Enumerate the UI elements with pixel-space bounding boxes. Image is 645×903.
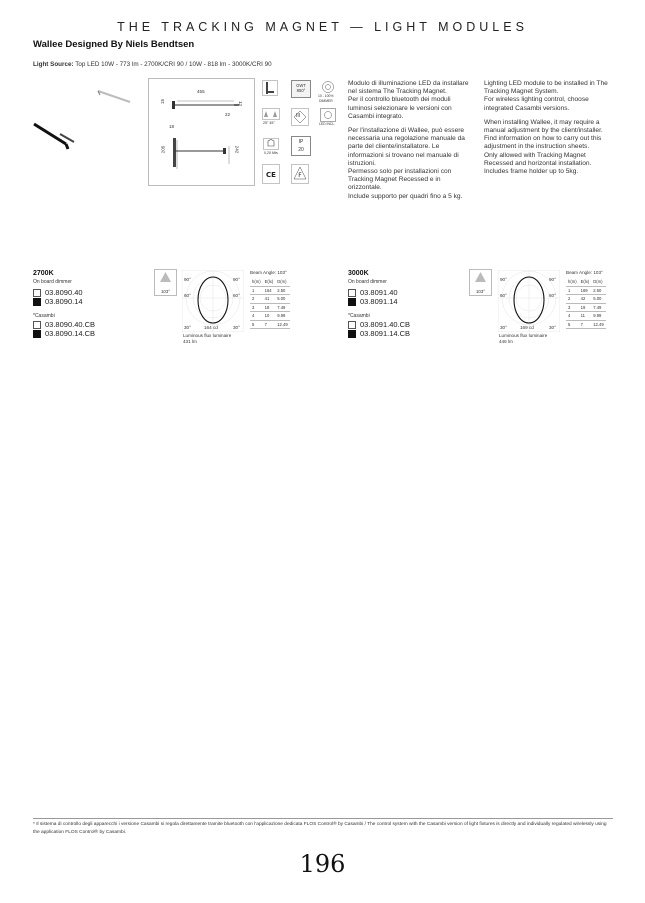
table-row xyxy=(566,286,606,295)
product-block-3000k xyxy=(348,270,468,338)
cell: 4 xyxy=(250,312,263,321)
mount-icon xyxy=(262,80,278,96)
cell: 10 xyxy=(263,312,276,321)
table-row xyxy=(566,295,606,304)
light-source-line xyxy=(33,61,272,68)
table-header-row xyxy=(566,278,606,286)
technical-drawing xyxy=(148,78,255,186)
beam-title: Beam Angle: xyxy=(250,270,277,275)
dim-18: 18 xyxy=(169,124,175,129)
beam-badge-2700k xyxy=(154,269,177,296)
illuminance-table-2700k xyxy=(250,270,296,329)
product-subtitle: Wallee Designed By Niels Bendtsen xyxy=(33,39,195,50)
led-icon xyxy=(320,108,336,122)
casambi-label: *Casambi xyxy=(33,313,55,320)
beam-table xyxy=(566,278,606,329)
svg-text:CE: CE xyxy=(266,171,276,179)
product-temp: 2700K xyxy=(33,270,54,277)
product-block-2700k xyxy=(33,270,153,338)
illuminance-table-3000k xyxy=(566,270,612,329)
flux-value: 431 lm xyxy=(183,339,197,344)
beam-angle-icon xyxy=(262,108,280,120)
cb-code-white: 03.8091.40.CB xyxy=(360,320,411,330)
desc-en-p2: When installing Wallee, it may require a manual adjustment by the client/installer. Find information on how to carry out this adjustment in the instruction sheets. xyxy=(484,118,603,151)
col-h: h(m) xyxy=(252,279,261,285)
page-number: 196 xyxy=(299,850,346,878)
ip-label: IP xyxy=(298,139,304,145)
polar-90-left: 90° xyxy=(184,277,191,282)
polar-cd: 164 cd xyxy=(204,325,218,330)
table-row xyxy=(250,312,290,321)
dimension-drawing xyxy=(149,79,254,185)
ip-badge xyxy=(291,136,311,156)
cell: 5 xyxy=(566,320,579,329)
cell: 5 xyxy=(250,320,263,329)
desc-it-p3: Permesso solo per installazioni con Tracking Magnet Recessed e in orizzontale. xyxy=(348,168,452,192)
cell: 2.50 xyxy=(591,286,605,295)
page-title: THE TRACKING MAGNET — LIGHT MODULES xyxy=(117,20,528,34)
table-row xyxy=(250,303,290,312)
product-dimmer: On board dimmer xyxy=(348,279,387,285)
col-h: h(m) xyxy=(568,279,577,285)
cell: 5.00 xyxy=(275,295,289,304)
cell: 1 xyxy=(566,286,579,295)
cb-code-white: 03.8090.40.CB xyxy=(45,320,96,330)
code-white: 03.8091.40 xyxy=(360,288,398,297)
light-source-label: Light Source: xyxy=(33,61,74,68)
table-row xyxy=(250,295,290,304)
desc-en-p1: Lighting LED module to be installed in The Tracking Magnet System. xyxy=(484,80,608,96)
footnote: * Il sistema di controllo degli apparecchi i versione Casambi si regola direttamente tramite bluetooth con l'applicazione dedicata FLOS Control® by Casambi / The control system with the Casambi version of light fixtures is directly and individually regulated wirelessly using the application FLOS Control® by Casambi. xyxy=(33,818,613,837)
light-source-text: Top LED 10W - 773 lm - 2700K/CRI 90 / 10W - 818 lm - 3000K/CRI 90 xyxy=(73,61,272,68)
cell: 9.99 xyxy=(275,312,289,321)
cell: 11 xyxy=(579,312,592,321)
desc-it-p4: Include supporto per quadri fino a 5 kg. xyxy=(348,192,463,200)
f-mark-icon xyxy=(291,164,309,184)
beam-badge-value: 103° xyxy=(160,289,171,294)
black-finish-swatch xyxy=(33,298,41,306)
beam-cone-icon xyxy=(155,270,176,284)
code-black: 03.8091.14 xyxy=(360,297,398,307)
table-row xyxy=(566,303,606,312)
col-d: D(m) xyxy=(275,278,289,286)
product-dimmer: On board dimmer xyxy=(33,279,72,285)
dimmer-icon xyxy=(320,80,336,94)
led-label: LED INCL. xyxy=(319,122,336,126)
polar-30-right: 30° xyxy=(549,325,556,330)
white-finish-swatch xyxy=(33,289,41,297)
table-row xyxy=(566,320,606,329)
desc-en-p3: Only allowed with Tracking Magnet Recessed and horizontal installation. xyxy=(484,151,592,167)
gwt-label: GWT 850° xyxy=(296,83,306,93)
cell: 2.50 xyxy=(275,286,289,295)
flux-value: 446 lm xyxy=(499,339,513,344)
table-row xyxy=(250,286,290,295)
polar-30-left: 30° xyxy=(500,325,507,330)
ce-mark-icon xyxy=(262,164,280,184)
dim-width: 455 xyxy=(197,89,205,94)
code-black: 03.8090.14 xyxy=(45,297,83,307)
black-finish-swatch xyxy=(348,330,356,338)
cell: 9.99 xyxy=(591,312,605,321)
table-row xyxy=(566,312,606,321)
description-italian xyxy=(348,80,476,201)
polar-90-right: 90° xyxy=(549,277,556,282)
cell: 42 xyxy=(579,295,592,304)
white-finish-swatch xyxy=(348,321,356,329)
angles-label: 25° 45° xyxy=(263,121,275,125)
dim-12: 12 xyxy=(238,100,244,107)
cell: 12.49 xyxy=(277,321,288,327)
beam-title: Beam Angle: xyxy=(566,270,593,275)
desc-it-p2: Per l'installazione di Wallee, può essere necessaria una regolazione manuale da parte del cliente/installatore. Le informazioni si trovano nel manuale di istruzioni. xyxy=(348,127,465,167)
desc-it-p1b: Per il controllo bluetooth dei moduli luminosi selezionare le versioni con Casambi integrato. xyxy=(348,96,452,120)
desc-en-p1b: For wireless lighting control, choose integrated Casambi versions. xyxy=(484,96,589,112)
product-temp: 3000K xyxy=(348,270,369,277)
table-row xyxy=(250,320,290,329)
dim-205: 205 xyxy=(160,145,166,154)
polar-90-right: 90° xyxy=(233,277,240,282)
polar-60-right: 60° xyxy=(233,293,240,298)
beam-value: 103° xyxy=(593,270,603,275)
description-english xyxy=(484,80,614,176)
polar-60-right: 60° xyxy=(549,293,556,298)
polar-30-right: 30° xyxy=(233,325,240,330)
col-e: E(lx) xyxy=(580,279,590,285)
gwt-badge xyxy=(291,80,311,98)
cell: 41 xyxy=(263,295,276,304)
class-label: III xyxy=(296,113,301,119)
cell: 2 xyxy=(566,295,579,304)
white-finish-swatch xyxy=(33,321,41,329)
cell: 19 xyxy=(579,303,592,312)
dimmer-range: 10 - 100% xyxy=(318,94,334,98)
col-d: D(m) xyxy=(591,278,605,286)
casambi-label: *Casambi xyxy=(348,313,370,320)
cb-code-black: 03.8090.14.CB xyxy=(45,329,96,339)
flux-label: Luminous flux luminaire xyxy=(183,333,232,338)
dim-15: 15 xyxy=(160,98,166,105)
beam-badge-3000k xyxy=(469,269,492,296)
col-e: E(lx) xyxy=(264,279,274,285)
ip-value: 20 xyxy=(298,147,304,153)
distance-label: 0,20 Mts xyxy=(264,151,278,155)
dimmer-label: DIMMER xyxy=(319,99,333,103)
cell: 7 xyxy=(263,320,276,329)
desc-en-p4: Includes frame holder up to 5kg. xyxy=(484,168,579,176)
dim-242: 242 xyxy=(234,145,240,154)
polar-cd: 169 cd xyxy=(520,325,534,330)
cell: 1 xyxy=(250,286,263,295)
polar-60-left: 60° xyxy=(184,293,191,298)
cell: 5.00 xyxy=(591,295,605,304)
table-header-row xyxy=(250,278,290,286)
cell: 18 xyxy=(263,303,276,312)
beam-value: 103° xyxy=(277,270,287,275)
beam-cone-icon xyxy=(470,270,491,284)
distance-icon xyxy=(263,138,279,150)
polar-60-left: 60° xyxy=(500,293,507,298)
product-image xyxy=(30,82,140,157)
flux-label: Luminous flux luminaire xyxy=(499,333,548,338)
cell: 7.49 xyxy=(591,303,605,312)
beam-badge-value: 103° xyxy=(475,289,486,294)
dim-22: 22 xyxy=(225,112,231,117)
cell: 7 xyxy=(579,320,592,329)
black-finish-swatch xyxy=(33,330,41,338)
cell: 3 xyxy=(250,303,263,312)
cell: 2 xyxy=(250,295,263,304)
white-finish-swatch xyxy=(348,289,356,297)
cell: 12.49 xyxy=(593,321,604,327)
cell: 164 xyxy=(263,286,276,295)
beam-table xyxy=(250,278,290,329)
code-white: 03.8090.40 xyxy=(45,288,83,297)
cell: 7.49 xyxy=(275,303,289,312)
svg-text:F: F xyxy=(298,172,302,179)
cell: 3 xyxy=(566,303,579,312)
desc-it-p1: Modulo di illuminazione LED da installare nel sistema The Tracking Magnet. xyxy=(348,80,469,96)
polar-30-left: 30° xyxy=(184,325,191,330)
cb-code-black: 03.8091.14.CB xyxy=(360,329,411,339)
cell: 4 xyxy=(566,312,579,321)
polar-90-left: 90° xyxy=(500,277,507,282)
cell: 169 xyxy=(579,286,592,295)
black-finish-swatch xyxy=(348,298,356,306)
